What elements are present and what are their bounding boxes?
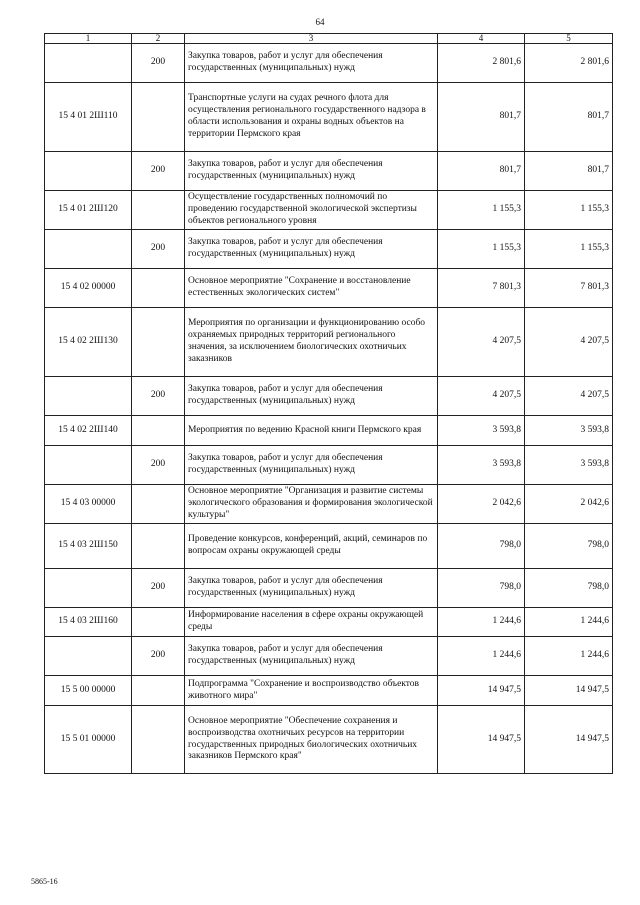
table-row — [45, 83, 613, 152]
row-value-1: 4 207,5 — [438, 377, 525, 416]
table-row — [45, 191, 613, 230]
row-code: 15 4 02 2Ш130 — [45, 308, 132, 377]
row-value-2: 801,7 — [525, 83, 613, 152]
row-value-2: 2 042,6 — [525, 485, 613, 524]
row-value-1: 2 801,6 — [438, 44, 525, 83]
row-value-2: 4 207,5 — [525, 308, 613, 377]
table-row — [45, 269, 613, 308]
row-name: Основное мероприятие "Сохранение и восстановление естественных экологических систем" — [185, 269, 438, 308]
row-value-1: 14 947,5 — [438, 706, 525, 774]
row-value-1: 801,7 — [438, 152, 525, 191]
row-value-2: 2 801,6 — [525, 44, 613, 83]
row-name: Закупка товаров, работ и услуг для обеспечения государственных (муниципальных) нужд — [185, 377, 438, 416]
row-code — [45, 44, 132, 83]
row-expense-type: 200 — [132, 637, 185, 676]
column-header: 2 — [132, 34, 185, 44]
table-row — [45, 152, 613, 191]
row-code: 15 4 02 2Ш140 — [45, 416, 132, 446]
budget-table — [44, 33, 613, 774]
row-expense-type: 200 — [132, 569, 185, 608]
row-code — [45, 569, 132, 608]
row-name: Закупка товаров, работ и услуг для обеспечения государственных (муниципальных) нужд — [185, 44, 438, 83]
column-header: 3 — [185, 34, 438, 44]
row-value-1: 1 244,6 — [438, 608, 525, 637]
row-value-1: 801,7 — [438, 83, 525, 152]
row-value-2: 1 155,3 — [525, 191, 613, 230]
row-value-2: 14 947,5 — [525, 706, 613, 774]
row-code: 15 4 03 00000 — [45, 485, 132, 524]
row-code: 15 4 01 2Ш110 — [45, 83, 132, 152]
row-expense-type — [132, 191, 185, 230]
row-name: Закупка товаров, работ и услуг для обеспечения государственных (муниципальных) нужд — [185, 446, 438, 485]
table-row — [45, 485, 613, 524]
table-row — [45, 637, 613, 676]
row-code: 15 5 01 00000 — [45, 706, 132, 774]
column-header: 1 — [45, 34, 132, 44]
table-row — [45, 446, 613, 485]
row-code: 15 4 03 2Ш150 — [45, 524, 132, 569]
row-expense-type — [132, 416, 185, 446]
header-row — [45, 34, 613, 44]
row-code — [45, 446, 132, 485]
row-value-2: 1 244,6 — [525, 637, 613, 676]
row-expense-type: 200 — [132, 446, 185, 485]
row-name: Подпрограмма "Сохранение и воспроизводство объектов животного мира" — [185, 676, 438, 706]
row-value-1: 3 593,8 — [438, 416, 525, 446]
row-code: 15 4 02 00000 — [45, 269, 132, 308]
table-row — [45, 308, 613, 377]
row-value-1: 7 801,3 — [438, 269, 525, 308]
row-expense-type — [132, 676, 185, 706]
row-expense-type: 200 — [132, 230, 185, 269]
row-expense-type: 200 — [132, 44, 185, 83]
row-expense-type — [132, 485, 185, 524]
row-name: Основное мероприятие "Обеспечение сохранения и воспроизводства охотничьих ресурсов на территории государственных природных биологических охотничьих заказников Пермского края" — [185, 706, 438, 774]
row-code — [45, 637, 132, 676]
column-header: 4 — [438, 34, 525, 44]
row-value-1: 4 207,5 — [438, 308, 525, 377]
column-header: 5 — [525, 34, 613, 44]
row-name: Транспортные услуги на судах речного флота для осуществления регионального государственного надзора в области использования и охраны водных объектов на территории Пермского края — [185, 83, 438, 152]
row-value-1: 3 593,8 — [438, 446, 525, 485]
row-expense-type — [132, 524, 185, 569]
table-row — [45, 230, 613, 269]
row-value-1: 798,0 — [438, 569, 525, 608]
table-row — [45, 524, 613, 569]
row-expense-type — [132, 269, 185, 308]
row-value-1: 1 155,3 — [438, 191, 525, 230]
row-expense-type — [132, 308, 185, 377]
row-expense-type — [132, 83, 185, 152]
row-value-2: 3 593,8 — [525, 446, 613, 485]
row-expense-type — [132, 608, 185, 637]
row-name: Осуществление государственных полномочий по проведению государственной экологической экспертизы объектов регионального уровня — [185, 191, 438, 230]
row-value-2: 7 801,3 — [525, 269, 613, 308]
row-name: Мероприятия по ведению Красной книги Пермского края — [185, 416, 438, 446]
row-expense-type — [132, 706, 185, 774]
row-value-1: 1 155,3 — [438, 230, 525, 269]
row-name: Закупка товаров, работ и услуг для обеспечения государственных (муниципальных) нужд — [185, 152, 438, 191]
row-code: 15 4 01 2Ш120 — [45, 191, 132, 230]
row-value-2: 4 207,5 — [525, 377, 613, 416]
row-value-1: 2 042,6 — [438, 485, 525, 524]
row-value-2: 798,0 — [525, 524, 613, 569]
row-name: Информирование населения в сфере охраны окружающей среды — [185, 608, 438, 637]
row-code — [45, 152, 132, 191]
row-value-1: 14 947,5 — [438, 676, 525, 706]
row-value-2: 14 947,5 — [525, 676, 613, 706]
row-name: Закупка товаров, работ и услуг для обеспечения государственных (муниципальных) нужд — [185, 637, 438, 676]
table-row — [45, 377, 613, 416]
row-code: 15 4 03 2Ш160 — [45, 608, 132, 637]
row-value-2: 798,0 — [525, 569, 613, 608]
table-row — [45, 569, 613, 608]
row-expense-type: 200 — [132, 152, 185, 191]
row-name: Закупка товаров, работ и услуг для обеспечения государственных (муниципальных) нужд — [185, 230, 438, 269]
document-code: 5865-16 — [31, 877, 58, 886]
row-value-1: 1 244,6 — [438, 637, 525, 676]
row-name: Проведение конкурсов, конференций, акций, семинаров по вопросам охраны окружающей среды — [185, 524, 438, 569]
row-code: 15 5 00 00000 — [45, 676, 132, 706]
table-row — [45, 706, 613, 774]
row-value-2: 1 155,3 — [525, 230, 613, 269]
row-code — [45, 377, 132, 416]
row-code — [45, 230, 132, 269]
row-value-2: 3 593,8 — [525, 416, 613, 446]
row-value-1: 798,0 — [438, 524, 525, 569]
table-row — [45, 676, 613, 706]
row-name: Мероприятия по организации и функционированию особо охраняемых природных территорий регионального значения, за исключением биологических охотничьих заказников — [185, 308, 438, 377]
row-value-2: 801,7 — [525, 152, 613, 191]
row-name: Закупка товаров, работ и услуг для обеспечения государственных (муниципальных) нужд — [185, 569, 438, 608]
table-row — [45, 44, 613, 83]
page-number: 64 — [315, 17, 325, 27]
table-row — [45, 416, 613, 446]
row-name: Основное мероприятие "Организация и развитие системы экологического образования и формирования экологической культуры" — [185, 485, 438, 524]
row-value-2: 1 244,6 — [525, 608, 613, 637]
table-row — [45, 608, 613, 637]
row-expense-type: 200 — [132, 377, 185, 416]
